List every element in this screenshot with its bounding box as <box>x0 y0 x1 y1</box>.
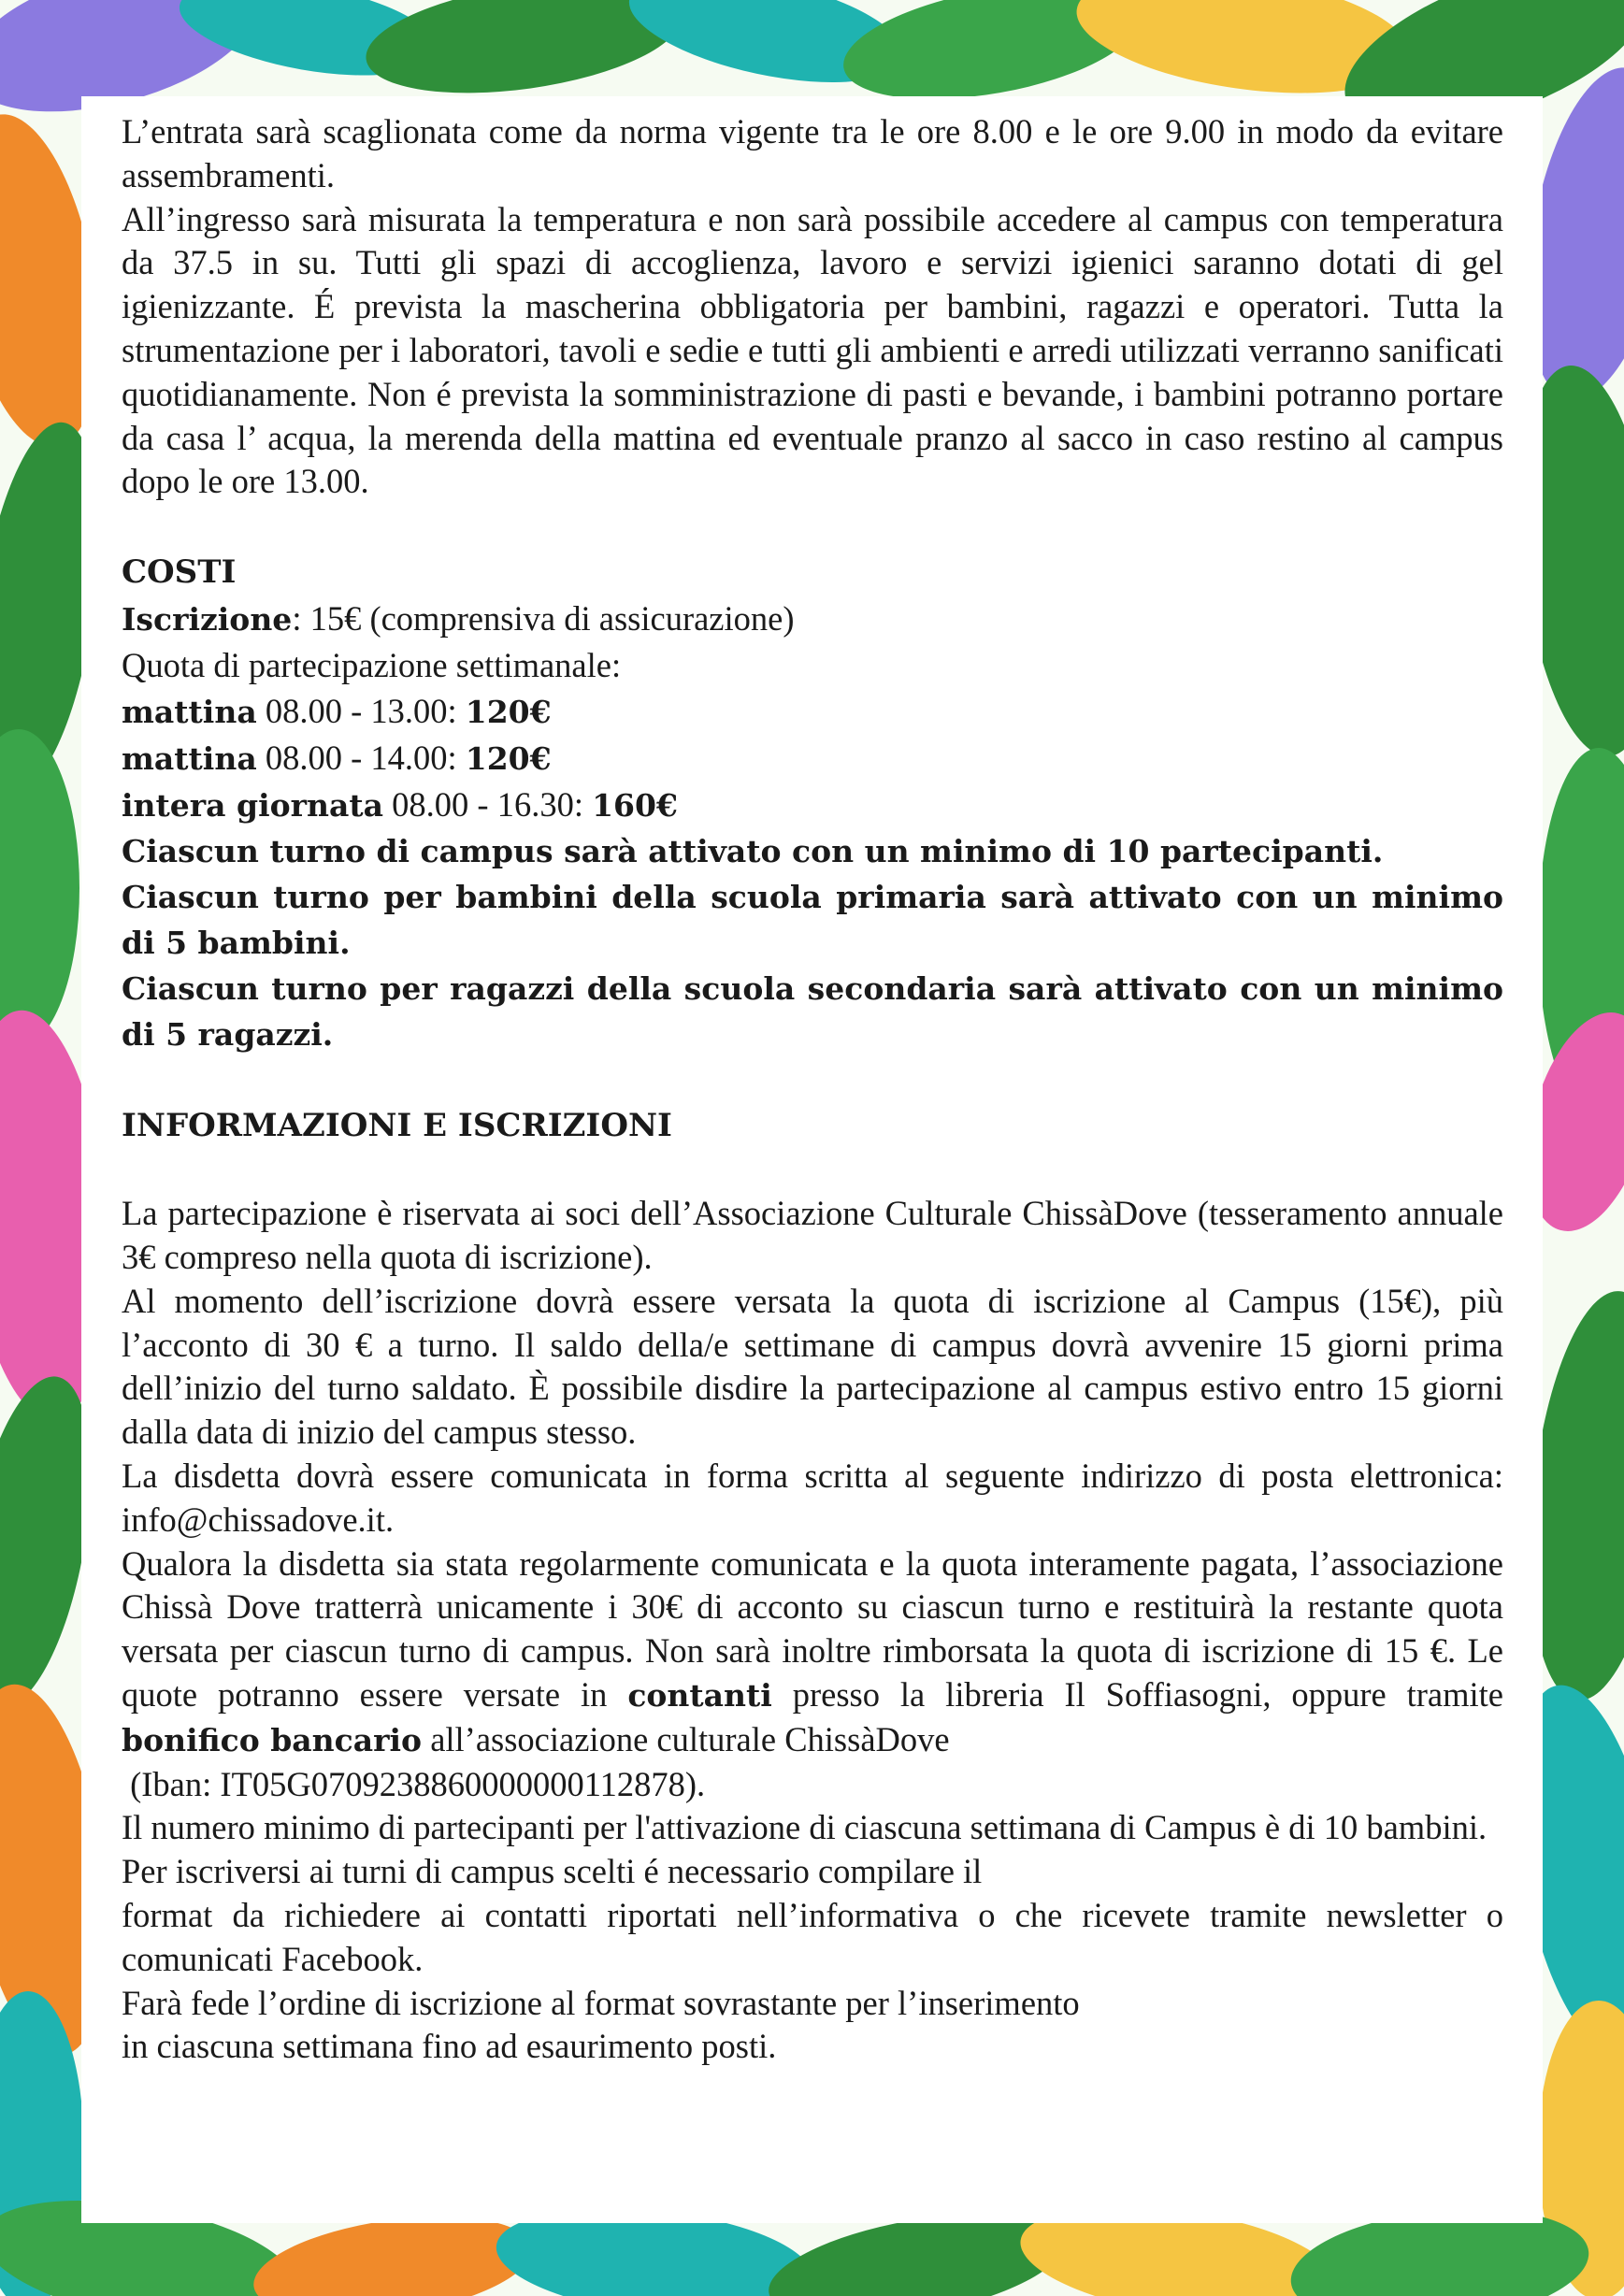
bank-transfer-label: bonifico bancario <box>122 1721 423 1758</box>
rate-row <box>122 735 1503 782</box>
minimum-note: Ciascun turno per ragazzi della scuola secondaria sarà attivato con un minimo di 5 ragazzi. <box>122 970 1503 1054</box>
iscrizione-label: Iscrizione <box>122 601 293 639</box>
rate-row <box>122 688 1503 735</box>
signup-line: format da richiedere ai contatti riportati nell’informativa o che ricevete tramite newsletter o comunicati Facebook. <box>122 1895 1503 1978</box>
entrance-paragraph: L’entrata sarà scaglionata come da norma vigente tra le ore 8.00 e le ore 9.00 in modo da evitare assembramenti. <box>122 112 1503 194</box>
refund-text: all’associazione culturale ChissàDove <box>422 1719 950 1758</box>
rate-time: 08.00 - 14.00: <box>256 739 466 778</box>
refund-paragraph <box>122 1543 1503 1763</box>
order-line: Farà fede l’ordine di iscrizione al format sovrastante per l’inserimento <box>122 1983 1080 2022</box>
minimum-participants-paragraph: Il numero minimo di partecipanti per l'attivazione di ciascuna settimana di Campus è di 10 bambini. <box>122 1808 1487 1847</box>
iscrizione-value: : 15€ (comprensiva di assicurazione) <box>292 599 795 639</box>
info-heading: INFORMAZIONI E ISCRIZIONI <box>122 1107 672 1145</box>
rate-time: 08.00 - 16.30: <box>383 785 593 825</box>
signup-line: Per iscriversi ai turni di campus scelti é necessario compilare il <box>122 1852 983 1891</box>
order-line: in ciascuna settimana fino ad esaurimento posti. <box>122 2027 777 2066</box>
rate-price: 120€ <box>465 740 552 778</box>
rate-row <box>122 782 1503 828</box>
costi-heading: COSTI <box>122 553 237 592</box>
cash-label: contanti <box>627 1676 772 1714</box>
hygiene-paragraph: All’ingresso sarà misurata la temperatura e non sarà possibile accedere al campus con temperatura da 37.5 in su. Tutti gli spazi di accoglienza, lavoro e servizi igienici saranno dotati di gel igienizzante. É prevista la mascherina obbligatoria per bambini, ragazzi e operatori. Tutta la strumentazione per i laboratori, tavoli e sedie e tutti gli ambienti e arredi utilizzati verranno sanificati quotidianamente. Non é prevista la somministrazione di pasti e bevande, i bambini potranno portare da casa l’ acqua, la merenda della mattina ed eventuale pranzo al sacco in caso restino al campus dopo le ore 13.00. <box>122 199 1503 501</box>
cancellation-paragraph: La disdetta dovrà essere comunicata in forma scritta al seguente indirizzo di posta elettronica: info@chissadove.it. <box>122 1456 1503 1539</box>
payment-paragraph: Al momento dell’iscrizione dovrà essere versata la quota di iscrizione al Campus (15€), più l’acconto di 30 € a turno. Il saldo della/e settimane di campus dovrà avvenire 15 giorni prima dell’inizio del turno saldato. È possibile disdire la partecipazione al campus estivo entro 15 giorni dalla data di inizio del campus stesso. <box>122 1281 1503 1452</box>
refund-text: presso la libreria Il Soffiasogni, oppure tramite <box>771 1674 1503 1714</box>
rate-price: 160€ <box>592 787 678 825</box>
minimum-note: Ciascun turno per bambini della scuola primaria sarà attivato con un minimo di 5 bambini. <box>122 879 1503 962</box>
rate-time: 08.00 - 13.00: <box>256 692 466 731</box>
refund-text: Qualora la disdetta sia stata regolarmente comunicata e la quota interamente pagata, l’associazione Chissà Dove tratterrà unicamente i 30€ di acconto su ciascun turno e restituirà la restante quota versata per ciascun turno di campus. Non sarà inoltre rimborsata la quota di iscrizione di 15 €. Le quote potranno essere versate in <box>122 1543 1503 1714</box>
rate-label: intera giornata <box>122 787 384 825</box>
rate-label: mattina <box>122 740 257 778</box>
membership-paragraph: La partecipazione è riservata ai soci dell’Associazione Culturale ChissàDove (tesseramento annuale 3€ compreso nella quota di iscrizione). <box>122 1194 1503 1276</box>
quota-line: Quota di partecipazione settimanale: <box>122 646 622 685</box>
iscrizione-line <box>122 596 1503 642</box>
rate-price: 120€ <box>465 694 552 731</box>
iban-line: (Iban: IT05G0709238860000000112878). <box>122 1764 706 1803</box>
minimum-note: Ciascun turno di campus sarà attivato con un minimo di 10 partecipanti. <box>122 833 1384 870</box>
rate-label: mattina <box>122 694 257 731</box>
document-body <box>122 110 1503 2069</box>
